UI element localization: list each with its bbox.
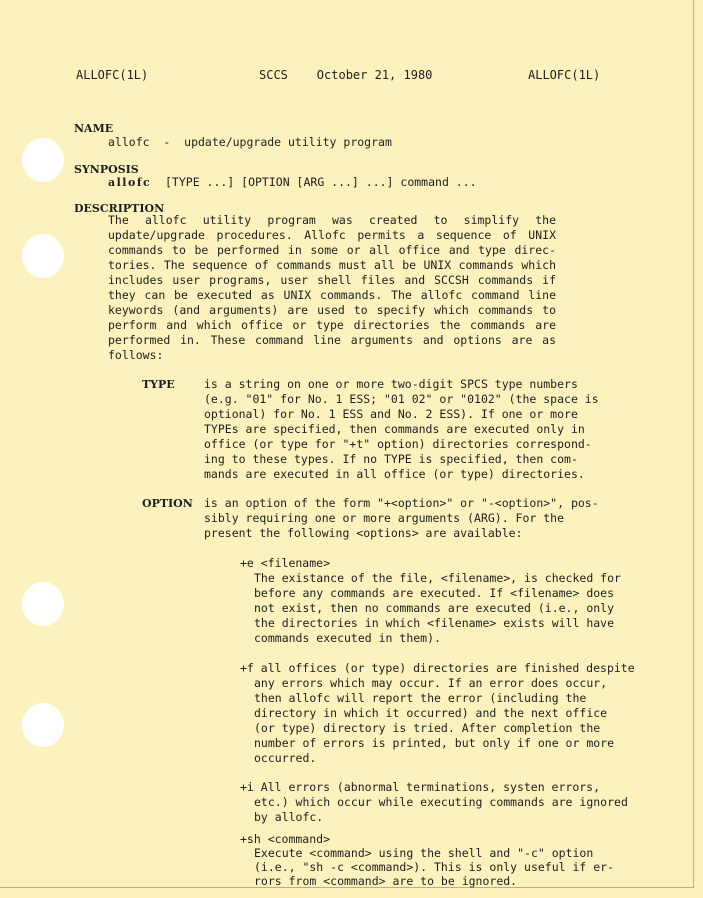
description-line: tories. The sequence of commands must all be UNIX commands which bbox=[108, 258, 556, 272]
description-line: performed in. These command line arguments and options are as bbox=[108, 333, 556, 347]
description-line: keywords (and arguments) are used to specify which commands to bbox=[108, 303, 556, 317]
type-line: TYPEs are specified, then commands are executed only in bbox=[204, 422, 585, 436]
type-line: ing to these types. If no TYPE is specified, then com- bbox=[204, 452, 578, 466]
option-e-line: commands executed in them). bbox=[254, 631, 441, 645]
punch-hole bbox=[22, 234, 64, 278]
option-f-line: directory in which it occurred) and the next office bbox=[254, 706, 608, 720]
header-right: ALLOFC(1L) bbox=[528, 68, 601, 82]
option-e-line: before any commands are executed. If <filename> does bbox=[254, 586, 615, 600]
option-f-line: number of errors is printed, but only if one or more bbox=[254, 736, 615, 750]
description-line: follows: bbox=[108, 348, 164, 362]
punch-hole bbox=[22, 703, 64, 747]
name-text: allofc - update/upgrade utility program bbox=[108, 135, 392, 149]
option-sh-line: rors from <command> are to be ignored. bbox=[254, 874, 518, 888]
option-e-line: the directories in which <filename> exists will have bbox=[254, 616, 615, 630]
description-line: includes user programs, user shell files and SCCSH commands if bbox=[108, 273, 556, 287]
header-left: ALLOFC(1L) bbox=[76, 68, 149, 82]
name-heading: NAME bbox=[74, 122, 114, 135]
option-line: is an option of the form "+<option>" or "-<option>", pos- bbox=[204, 496, 599, 510]
type-line: (e.g. "01" for No. 1 ESS; "01 02" or "0102" (the space is bbox=[204, 392, 599, 406]
type-line: office (or type for "+t" option) directories correspond- bbox=[204, 437, 592, 451]
type-line: optional) for No. 1 ESS and No. 2 ESS). If one or more bbox=[204, 407, 578, 421]
option-line: sibly requiring one or more arguments (ARG). For the bbox=[204, 511, 565, 525]
description-line: they can be executed as UNIX commands. The allofc command line bbox=[108, 288, 556, 302]
option-sh-line: (i.e., "sh -c <command>). This is only useful if er- bbox=[254, 860, 615, 874]
description-line: commands to be performed in some or all office and type direc- bbox=[108, 243, 556, 257]
punch-hole bbox=[22, 138, 64, 182]
option-e-head: +e <filename> bbox=[240, 556, 331, 570]
type-line: is a string on one or more two-digit SPCS type numbers bbox=[204, 377, 578, 391]
option-i-line: +i All errors (abnormal terminations, systen errors, bbox=[240, 780, 601, 794]
option-e-line: The existance of the file, <filename>, is checked for bbox=[254, 571, 621, 585]
synopsis-heading: SYNPOSIS bbox=[74, 163, 139, 176]
option-f-line: any errors which may occur. If an error does occur, bbox=[254, 676, 608, 690]
option-line: present the following <options> are available: bbox=[204, 526, 523, 540]
punch-hole bbox=[22, 582, 64, 626]
option-f-line: (or type) directory is tried. After completion the bbox=[254, 721, 601, 735]
description-line: update/upgrade procedures. Allofc permits a sequence of UNIX bbox=[108, 228, 556, 242]
description-line: perform and which office or type directories the commands are bbox=[108, 318, 556, 332]
option-f-line: +f all offices (or type) directories are finished despite bbox=[240, 661, 635, 675]
option-i-line: etc.) which occur while executing commands are ignored bbox=[254, 795, 628, 809]
option-f-line: occurred. bbox=[254, 751, 317, 765]
description-heading: DESCRIPTION bbox=[74, 202, 165, 215]
synopsis-command: allofc bbox=[108, 176, 152, 189]
option-i-line: by allofc. bbox=[254, 810, 324, 824]
description-line: The allofc utility program was created to simplify the bbox=[108, 213, 556, 227]
option-sh-line: Execute <command> using the shell and "-c" option bbox=[254, 846, 594, 860]
synopsis-text: [TYPE ...] [OPTION [ARG ...] ...] command ... bbox=[165, 175, 477, 189]
option-e-line: not exist, then no commands are executed (i.e., only bbox=[254, 601, 615, 615]
option-f-line: then allofc will report the error (including the bbox=[254, 691, 587, 705]
option-term: OPTION bbox=[142, 497, 193, 510]
option-sh-head: +sh <command> bbox=[240, 832, 331, 846]
header-center: SCCS October 21, 1980 bbox=[259, 68, 433, 82]
type-term: TYPE bbox=[142, 378, 175, 391]
type-line: mands are executed in all office (or type) directories. bbox=[204, 467, 585, 481]
